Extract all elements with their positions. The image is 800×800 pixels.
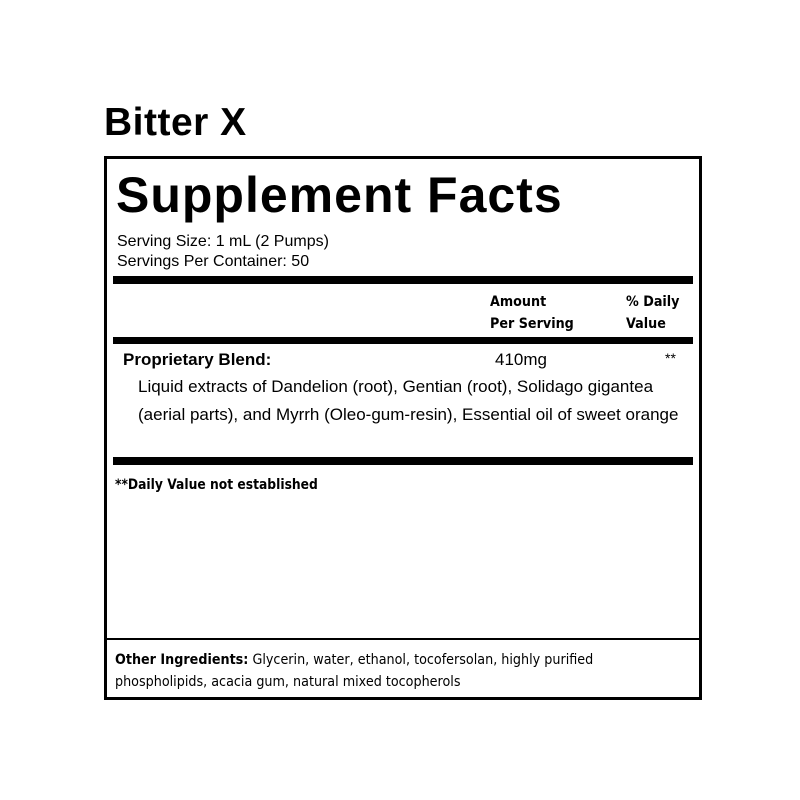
- ingredient-name: Proprietary Blend:: [123, 350, 272, 369]
- other-ingredients: [115, 649, 678, 693]
- other-ingredients-text: Glycerin, water, ethanol, tocofersolan, highly purified phospholipids, acacia gum, natural mixed tocopherols: [115, 652, 594, 690]
- daily-value-header-line-1: % Daily: [626, 294, 680, 310]
- amount-header-line-2: Per Serving: [490, 316, 574, 332]
- servings-per-container: Servings Per Container: 50: [117, 253, 310, 270]
- product-title: Bitter X: [104, 101, 247, 144]
- serving-size: Serving Size: 1 mL (2 Pumps): [117, 233, 329, 250]
- ingredient-amount: 410mg: [495, 350, 547, 369]
- ingredient-daily-value: **: [665, 350, 676, 366]
- other-ingredients-label: Other Ingredients:: [115, 652, 249, 668]
- daily-value-header: [626, 291, 696, 335]
- facts-heading: Supplement Facts: [116, 167, 563, 223]
- other-ingredients-divider: [107, 638, 699, 640]
- rule-under-headers: [113, 337, 693, 344]
- thick-rule-bottom: [113, 457, 693, 465]
- ingredient-description: Liquid extracts of Dandelion (root), Gentian (root), Solidago gigantea (aerial parts), and Myrrh (Oleo-gum-resin), Essential oil of sweet orange: [138, 377, 679, 424]
- supplement-facts-panel: [104, 156, 702, 700]
- daily-value-footnote: **Daily Value not established: [115, 477, 318, 493]
- daily-value-header-line-2: Value: [626, 316, 666, 332]
- amount-per-serving-header: [490, 291, 596, 335]
- thick-rule-top: [113, 276, 693, 284]
- amount-header-line-1: Amount: [490, 294, 547, 310]
